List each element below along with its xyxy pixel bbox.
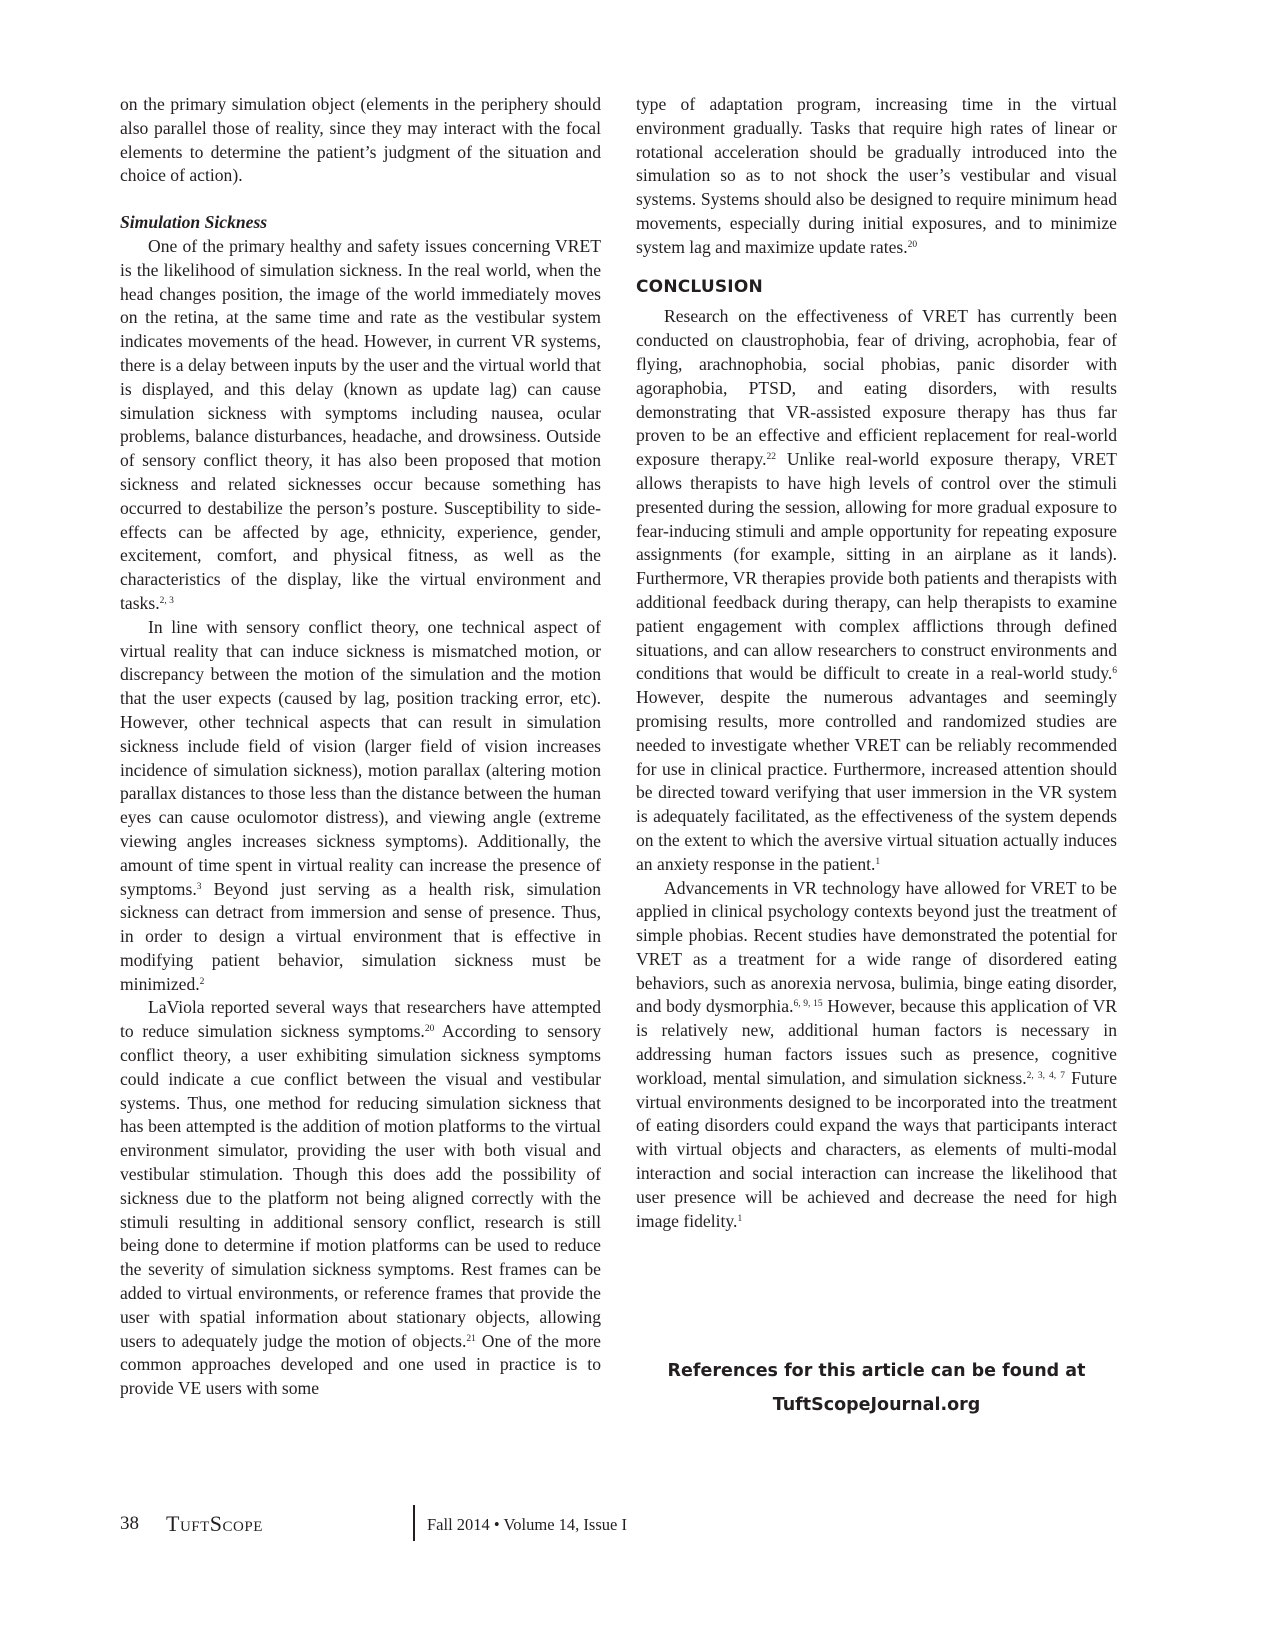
paragraph-text: One of the more common approaches developed and one used in practice is to provide VE users with some — [120, 1330, 601, 1399]
citation: 3 — [196, 881, 202, 892]
paragraph-text: However, despite the numerous advantages and seemingly promising results, more controlled and randomized studies are needed to investigate whether VRET can be reliably recommended for use in clinical practice. Furthermore, increased attention should be directed toward verifying that user immersion in the VR system is adequately facilitated, as the effectiveness of the system depends on the extent to which the aversive virtual situation actually induces an anxiety response in the patient. — [636, 687, 1117, 874]
paragraph-text: type of adaptation program, increasing time in the virtual environment gradually. Tasks that require high rates of linear or rotational acceleration should be gradually introduced into the simulation so as to not shock the user’s vestibular and visual systems. Systems should also be designed to require minimum head movements, especially during initial exposures, and to minimize system lag and maximize update rates. — [636, 94, 1117, 257]
page-number: 38 — [120, 1513, 139, 1534]
paragraph-text: According to sensory conflict theory, a user exhibiting simulation sickness symptoms could indicate a cue conflict between the visual and vestibular systems. Thus, one method for reducing simulation sickness that has been attempted is the addition of motion platforms to the virtual environment simulator, providing the user with both visual and vestibular stimulation. Though this does add the possibility of sickness due to the platform not being aligned correctly with the stimuli resulting in additional sensory conflict, research is still being done to determine if motion platforms can be used to reduce the severity of simulation sickness symptoms. Rest frames can be added to virtual environments, or reference frames that provide the user with spatial information about stationary objects, allowing users to adequately judge the motion of objects. — [120, 1021, 601, 1351]
paragraph — [636, 305, 1117, 876]
section-subheading: Simulation Sickness — [120, 212, 268, 233]
citation: 2, 3, 4, 7 — [1026, 1070, 1065, 1081]
paragraph — [120, 235, 601, 616]
paragraph-text: Future virtual environments designed to be incorporated into the treatment of eating disorders could expand the ways that participants interact with virtual objects and characters, as elements of multi-modal interaction and social interaction can increase the likelihood that user presence will be achieved and decrease the need for high image fidelity. — [636, 1067, 1117, 1231]
footer-divider — [413, 1505, 415, 1541]
citation: 20 — [907, 239, 918, 250]
paragraph-text: Advancements in VR technology have allowed for VRET to be applied in clinical psychology contexts beyond just the treatment of simple phobias. Recent studies have demonstrated the potential for VRET as a treatment for a wide range of disordered eating behaviors, such as anorexia nervosa, bulimia, binge eating disorder, and body dysmorphia. — [636, 877, 1117, 1017]
right-column — [636, 93, 1117, 1233]
paragraph — [120, 996, 601, 1401]
paragraph-text: LaViola reported several ways that researchers have attempted to reduce simulation sickness symptoms. — [120, 997, 601, 1042]
citation: 6 — [1112, 666, 1117, 677]
paragraph-text: However, because this application of VR is relatively new, additional human factors is necessary in addressing human factors issues such as presence, cognitive workload, mental simulation, and simulation sickness. — [636, 996, 1118, 1088]
references-note — [636, 1354, 1117, 1422]
paragraph-text: Unlike real-world exposure therapy, VRET allows therapists to have high levels of control over the stimuli presented during the session, allowing for more gradual exposure to fear-inducing stimuli and ample opportunity for repeating exposure assignments (for example, sitting in an airplane as it lands). Furthermore, VR therapies provide both patients and therapists with additional feedback during therapy, can help therapists to examine patient engagement with complex afflictions through defined situations, and can allow researchers to construct environments and conditions that would be difficult to create in a real-world study. — [636, 449, 1117, 684]
paragraph-text: Research on the effectiveness of VRET has currently been conducted on claustrophobia, fear of driving, acrophobia, fear of flying, arachnophobia, social phobias, panic disorder with agoraphobia, PTSD, and eating disorders, with results demonstrating that VR-assisted exposure therapy has thus far proven to be an effective and efficient replacement for real-world exposure therapy. — [636, 306, 1117, 470]
citation: 21 — [466, 1333, 476, 1344]
references-line: References for this article can be found at — [667, 1361, 1086, 1381]
paragraph — [120, 616, 601, 997]
paragraph-text: In line with sensory conflict theory, one technical aspect of virtual reality that can induce sickness is mismatched motion, or discrepancy between the motion of the simulation and the motion that the user expects (caused by lag, position tracking error, etc). However, other technical aspects that can result in simulation sickness include field of vision (larger field of vision increases incidence of simulation sickness), motion parallax (altering motion parallax distances to those less than the distance between the human eyes can cause oculomotor distress), and viewing angle (extreme viewing angles increases sickness symptoms). Additionally, the amount of time spent in virtual reality can increase the presence of symptoms. — [120, 616, 601, 899]
paragraph — [636, 93, 1117, 260]
paragraph — [636, 877, 1117, 1234]
issue-info: Fall 2014 • Volume 14, Issue I — [427, 1515, 627, 1534]
paragraph-text: Beyond just serving as a health risk, simulation sickness can detract from immersion and sense of presence. Thus, in order to design a virtual environment that is effective in modifying patient behavior, simulation sickness must be minimized. — [120, 878, 601, 994]
section-heading: CONCLUSION — [636, 276, 763, 297]
paragraph-text: One of the primary healthy and safety issues concerning VRET is the likelihood of simulation sickness. In the real world, when the head changes position, the image of the world immediately moves on the retina, at the same time and rate as the vestibular system indicates movements of the head. However, in current VR systems, there is a delay between inputs by the user and the virtual world that is displayed, and this delay (known as update lag) can cause simulation sickness with symptoms including nausea, ocular problems, balance disturbances, headache, and drowsiness. Outside of sensory conflict theory, it has also been proposed that motion sickness and related sicknesses occur because something has occurred to destabilize the person’s posture. Susceptibility to side-effects can be affected by age, ethnicity, experience, gender, excitement, comfort, and physical fitness, as well as the characteristics of the display, like the virtual environment and tasks. — [120, 235, 601, 613]
citation: 2, 3 — [159, 595, 174, 606]
references-link[interactable]: TuftScopeJournal.org — [772, 1395, 981, 1415]
citation: 20 — [424, 1024, 435, 1035]
citation: 2 — [199, 976, 205, 987]
citation: 22 — [766, 452, 776, 463]
citation: 6, 9, 15 — [793, 999, 823, 1010]
citation: 1 — [737, 1213, 743, 1224]
left-column — [120, 93, 601, 1401]
journal-masthead: TuftScope — [166, 1511, 263, 1536]
paragraph: on the primary simulation object (elements in the periphery should also parallel those of reality, since they may interact with the focal elements to determine the patient’s judgment of the situation and choice of action). — [120, 94, 601, 186]
citation: 1 — [875, 856, 881, 867]
